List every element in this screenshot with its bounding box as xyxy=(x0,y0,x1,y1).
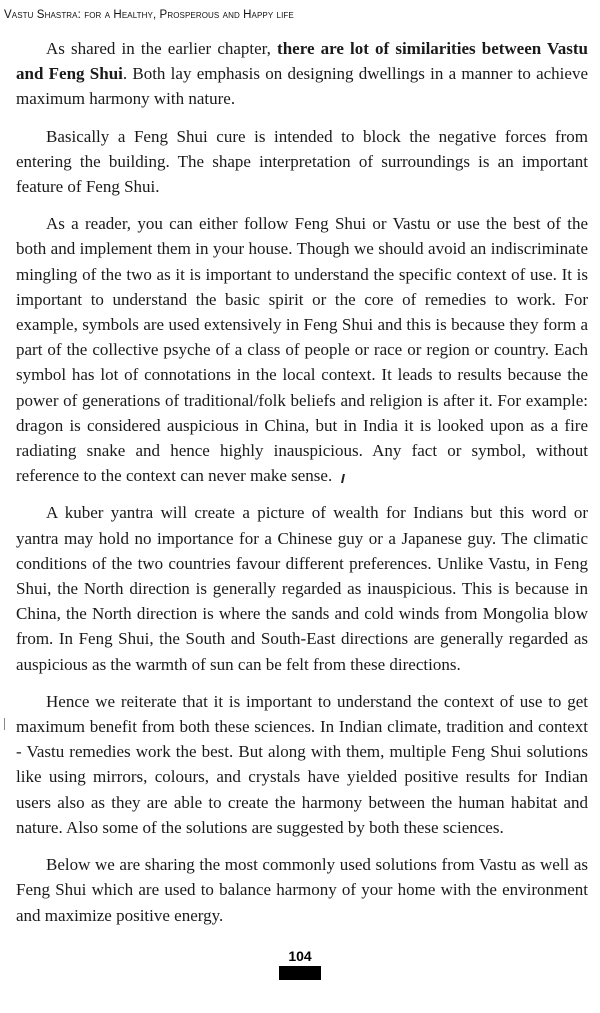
paragraph-reiterate: Hence we reiterate that it is important to understand the context of use to get maximum benefit from both these sciences. In Indian climate, tradition and context - Vastu remedies work the best. But along with them, multiple Feng Shui solutions like using mirrors, colours, and crystals have yielded positive results for Indian users also as they are able to create the harmony between the human habitat and nature. Also some of the solutions are suggested by both these sciences. xyxy=(16,691,588,837)
paragraph-similarities xyxy=(16,36,588,112)
paragraph-context xyxy=(16,211,588,488)
page-number-bar xyxy=(279,966,321,980)
running-head: Vastu Shastra: for a Healthy, Prosperous and Happy life xyxy=(4,9,294,21)
stray-mark xyxy=(341,474,345,483)
emphasis-text: there are lot of similarities between Vastu and Feng Shui xyxy=(16,39,588,84)
paragraph-kuber-yantra: A kuber yantra will create a picture of wealth for Indians but this word or yantra may hold no importance for a Chinese guy or a Japanese guy. The climatic conditions of the two countries favour different preferences. Unlike Vastu, in Feng Shui, the North direction is generally regarded as inauspicious. This is because in China, the North direction is where the sands and cold winds from Mongolia blow from. In Feng Shui, the South and South-East directions are generally regarded as auspicious as the warmth of sun can be felt from these directions. xyxy=(16,503,588,674)
paragraph-solutions-intro: Below we are sharing the most commonly used solutions from Vastu as well as Feng Shui which are used to balance harmony of your home with the environment and maximize positive energy. xyxy=(16,855,588,925)
paragraph-rest: . Both lay emphasis on designing dwellings in a manner to achieve maximum harmony with nature. xyxy=(16,64,588,109)
paragraph-lead: As shared in the earlier chapter, xyxy=(46,39,278,58)
body-text xyxy=(16,36,588,940)
paragraph-context-text: As a reader, you can either follow Feng Shui or Vastu or use the best of the both and implement them in your house. Though we should avoid an indiscriminate mingling of the two as it is important to understand the specific context of use. It is important to understand the basic spirit or the core of remedies to work. For example, symbols are used extensively in Feng Shui and this is because they form a part of the collective psyche of a class of people or race or region or country. Each symbol has lot of connotations in the local context. It leads to results because the power of generations of traditional/folk beliefs and religion is after it. For example: dragon is considered auspicious in China, but in India it is looked upon as a fire radiating snake and hence highly inauspicious. Any fact or symbol, without reference to the context can never make sense. xyxy=(16,214,588,486)
paragraph-feng-shui-cure: Basically a Feng Shui cure is intended to block the negative forces from entering the building. The shape interpretation of surroundings is an important feature of Feng Shui. xyxy=(16,126,588,197)
margin-tick xyxy=(4,718,5,730)
page-number: 104 xyxy=(288,948,312,964)
